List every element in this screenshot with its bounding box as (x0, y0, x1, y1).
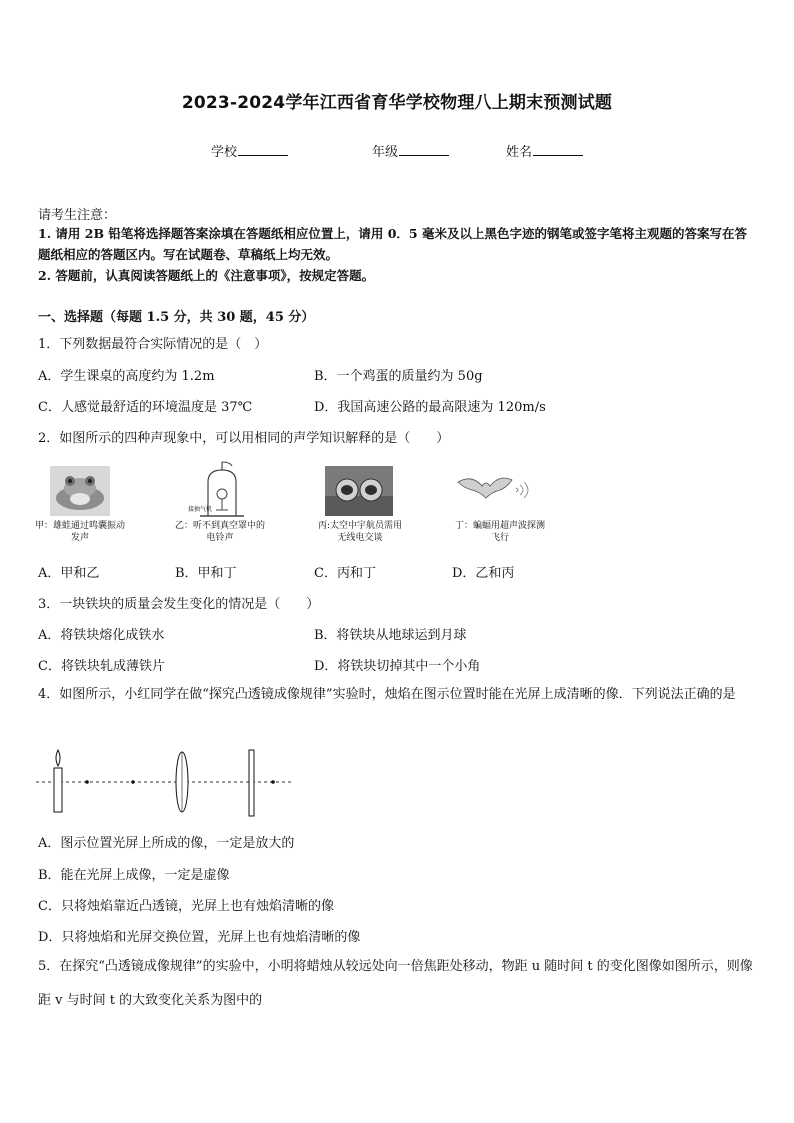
q4-option-d[interactable]: D．只将烛焰和光屏交换位置，光屏上也有烛焰清晰的像 (38, 930, 361, 945)
q4-option-c[interactable]: C．只将烛焰靠近凸透镜，光屏上也有烛焰清晰的像 (38, 899, 334, 914)
name-field[interactable] (506, 141, 583, 160)
q3-stem: 3．一块铁块的质量会发生变化的情况是（ ） (38, 597, 320, 612)
optical-bench-icon (36, 748, 298, 822)
q3-option-a[interactable]: A．将铁块熔化成铁水 (38, 628, 165, 643)
grade-label: 年级 (372, 145, 399, 160)
q2-caption-jia: 甲：雄蛙通过鸣囊振动发声 (35, 521, 126, 543)
frog-photo-icon (50, 466, 110, 516)
q1-option-b[interactable]: B．一个鸡蛋的质量约为 50g (314, 369, 483, 384)
q2-option-d[interactable]: D．乙和丙 (452, 566, 515, 581)
q1-option-d[interactable]: D．我国高速公路的最高限速为 120m/s (314, 400, 546, 415)
exam-title: 2023-2024学年江西省育华学校物理八上期末预测试题 (181, 93, 613, 113)
q2-caption-ding: 丁：蝙蝠用超声波探测飞行 (455, 521, 546, 543)
name-blank[interactable] (533, 143, 583, 156)
q2-option-b[interactable]: B．甲和丁 (175, 566, 237, 581)
q3-option-c[interactable]: C．将铁块轧成薄铁片 (38, 659, 165, 674)
notice-heading: 请考生注意： (38, 208, 117, 223)
q1-option-a[interactable]: A．学生课桌的高度约为 1.2m (38, 369, 215, 384)
q4-option-a[interactable]: A．图示位置光屏上所成的像，一定是放大的 (38, 836, 295, 851)
section-heading: 一、选择题（每题 1.5 分，共 30 题，45 分） (38, 310, 315, 325)
grade-field[interactable] (372, 141, 449, 160)
q2-option-c[interactable]: C．丙和丁 (314, 566, 376, 581)
q2-caption-yi: 乙：听不到真空罩中的电铃声 (175, 521, 266, 543)
notice-item-1: 1. 请用 2B 铅笔将选择题答案涂填在答题纸相应位置上，请用 0．5 毫米及以上黑色字迹的钢笔或签字笔将主观题的答案写在答题纸相应的答题区内。写在试题卷、草稿纸上均无效。 (38, 226, 747, 262)
q5-stem: 5．在探究“凸透镜成像规律”的实验中，小明将蜡烛从较远处向一倍焦距处移动，物距 u 随时间 t 的变化图像如图所示，则像距 v 与时间 t 的大致变化关系为图中的 (38, 959, 753, 1008)
q4-option-b[interactable]: B．能在光屏上成像，一定是虚像 (38, 868, 230, 883)
q2-option-a[interactable]: A．甲和乙 (38, 566, 100, 581)
notice-item-2: 2. 答题前，认真阅读答题纸上的《注意事项》，按规定答题。 (38, 268, 375, 283)
grade-blank[interactable] (399, 143, 449, 156)
school-blank[interactable] (238, 143, 288, 156)
school-label: 学校 (211, 145, 238, 160)
school-field[interactable] (211, 141, 288, 160)
astronauts-photo-icon (325, 466, 393, 516)
q3-option-d[interactable]: D．将铁块切掉其中一个小角 (314, 659, 481, 674)
pump-label: 接抽气机 (188, 506, 213, 513)
name-label: 姓名 (506, 145, 533, 160)
q1-stem: 1．下列数据最符合实际情况的是（ ） (38, 337, 268, 352)
bat-icon (452, 470, 536, 510)
q1-option-c[interactable]: C．人感觉最舒适的环境温度是 37℃ (38, 400, 253, 415)
q3-option-b[interactable]: B．将铁块从地球运到月球 (314, 628, 467, 643)
q4-stem: 4．如图所示，小红同学在做“探究凸透镜成像规律”实验时，烛焰在图示位置时能在光屏上成清晰的像．下列说法正确的是 (38, 687, 736, 702)
q2-caption-bing: 丙:太空中宇航员需用无线电交谈 (317, 521, 403, 543)
q2-stem: 2．如图所示的四种声现象中，可以用相同的声学知识解释的是（ ） (38, 431, 450, 446)
